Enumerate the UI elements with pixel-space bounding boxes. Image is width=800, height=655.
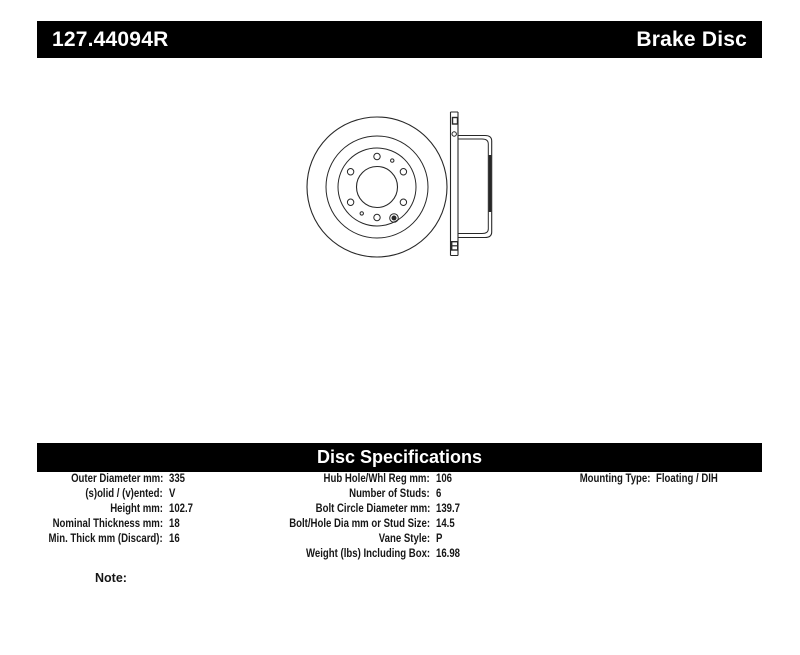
product-type-title: Brake Disc	[636, 27, 747, 51]
part-number: 127.44094R	[52, 27, 169, 51]
spec-row	[220, 516, 466, 531]
spec-label: Min. Thick mm (Discard):	[48, 531, 163, 545]
spec-row	[220, 486, 466, 501]
spec-value: 18	[169, 516, 180, 530]
spec-row	[220, 471, 466, 486]
spec-row	[220, 546, 466, 561]
alignment-hole	[360, 212, 363, 215]
outer-diameter-circle	[307, 117, 447, 257]
spec-label: Bolt Circle Diameter mm:	[315, 501, 430, 515]
spec-row	[220, 501, 466, 516]
spec-value: P	[436, 531, 443, 545]
spec-column-right	[530, 471, 733, 486]
spec-value: 335	[169, 471, 186, 485]
spec-row	[530, 471, 733, 486]
spec-row	[0, 486, 199, 501]
spec-row	[0, 501, 199, 516]
spec-label: (s)olid / (v)ented:	[85, 486, 163, 500]
hat-inner-contour	[458, 139, 488, 234]
spec-label: Number of Studs:	[349, 486, 430, 500]
spec-column-left	[0, 471, 199, 546]
spec-value: 14.5	[436, 516, 455, 530]
stud-hole	[347, 169, 353, 175]
spec-row	[220, 531, 466, 546]
stud-hole	[347, 199, 353, 205]
stud-hole	[374, 214, 380, 220]
spec-value: V	[169, 486, 176, 500]
spec-title: Disc Specifications	[316, 447, 483, 467]
spec-label: Outer Diameter mm:	[70, 471, 163, 485]
spec-label: Hub Hole/Whl Reg mm:	[323, 471, 430, 485]
spec-column-middle	[220, 471, 466, 561]
friction-surface-circle	[326, 136, 428, 238]
note-label: Note:	[95, 571, 127, 585]
spec-label: Vane Style:	[378, 531, 430, 545]
spec-label: Bolt/Hole Dia mm or Stud Size:	[289, 516, 430, 530]
stud-hole	[374, 153, 380, 159]
spec-value: 139.7	[436, 501, 461, 515]
spec-value: 6	[436, 486, 442, 500]
spec-label: Mounting Type:	[579, 471, 650, 485]
spec-row	[0, 471, 199, 486]
spec-label: Height mm:	[110, 501, 163, 515]
spec-label: Nominal Thickness mm:	[52, 516, 163, 530]
spec-title-bar	[37, 443, 762, 472]
spec-row	[0, 531, 199, 546]
header-bar	[37, 21, 762, 58]
spec-row	[0, 516, 199, 531]
spec-value: 16	[169, 531, 180, 545]
spec-label: Weight (lbs) Including Box:	[305, 546, 430, 560]
spec-value: 102.7	[169, 501, 194, 515]
brake-disc-cross-section	[451, 112, 492, 256]
spec-value: Floating / DIH	[656, 471, 718, 485]
top-tab-hole	[452, 132, 456, 136]
hat-outer-contour	[458, 136, 492, 238]
screw-hole-filled	[392, 216, 397, 221]
hub-hole-circle	[357, 167, 398, 208]
alignment-hole	[391, 159, 394, 162]
stud-hole	[400, 199, 406, 205]
brake-disc-technical-drawing	[290, 95, 505, 285]
brake-disc-front-view	[307, 117, 447, 257]
spec-value: 106	[436, 471, 453, 485]
stud-hole	[400, 169, 406, 175]
top-tab-hatch	[453, 118, 458, 125]
spec-value: 16.98	[436, 546, 461, 560]
